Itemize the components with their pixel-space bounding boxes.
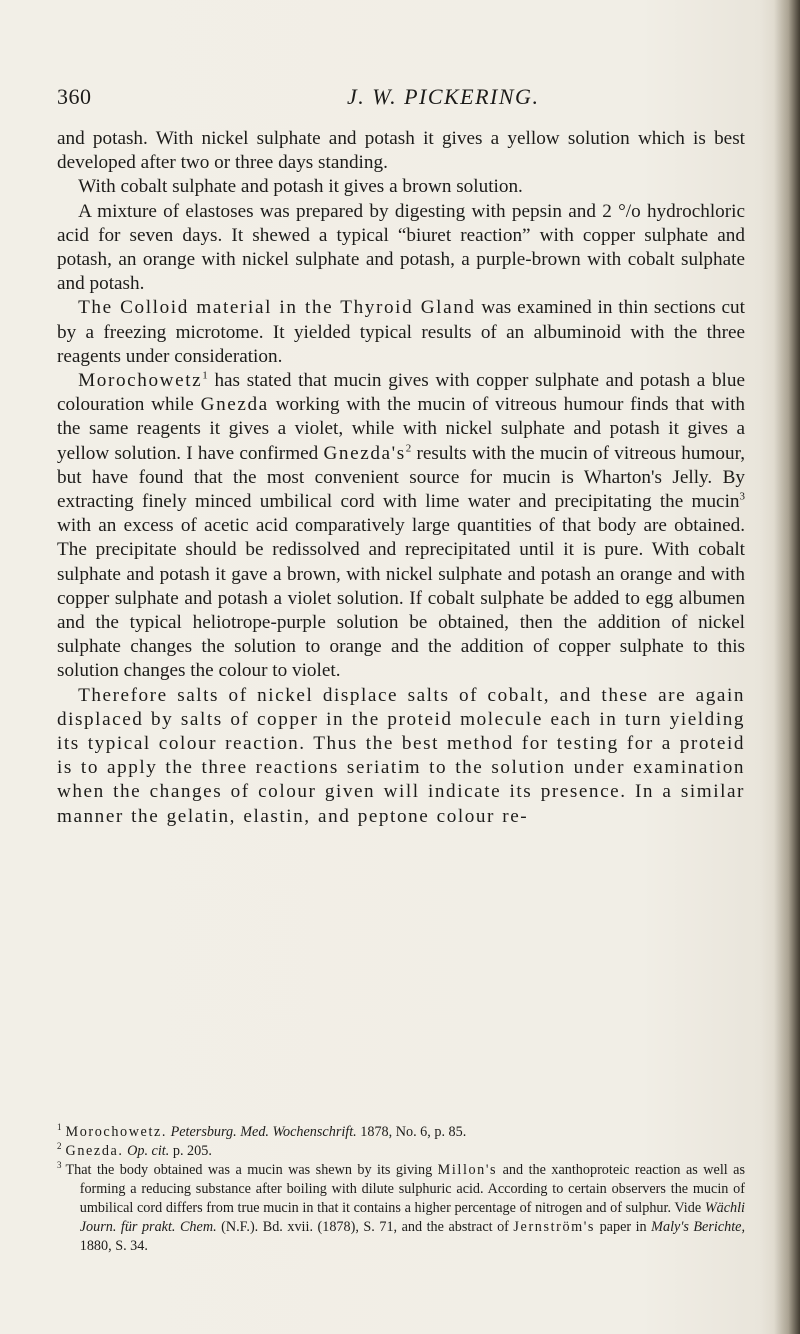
footnote-ref-1: 1 — [202, 369, 208, 382]
footnote-1-ref: 1878, No. 6, p. 85. — [360, 1124, 467, 1140]
footnote-2-cit: Op. cit. — [127, 1143, 170, 1159]
body-text — [57, 127, 745, 829]
footnote-1-author: Morochowetz. — [65, 1124, 168, 1140]
author-gnezda-possessive: Gnezda's — [323, 442, 406, 464]
author-gnezda: Gnezda — [200, 394, 269, 416]
paragraph-5-text-c: results with the mucin of vitreous humour, but have found that the most convenient source for mucin is Wharton's Jelly. By extracting finely minced umbilical cord with lime water and precipitating the mucin — [57, 442, 746, 513]
footnote-ref-2: 2 — [405, 442, 412, 455]
colloid-heading: The Colloid material in the Thyroid Gland — [78, 297, 476, 319]
footnote-2 — [57, 1142, 745, 1161]
paragraph-5-text-b: working with the mucin of vitreous humour finds that with the same reagents it gives a violet, while with nickel sulphate and potash it gives a yellow solution. I have confirmed — [57, 394, 745, 464]
footnote-3 — [57, 1161, 745, 1256]
paragraph-3: A mixture of elastoses was prepared by digesting with pepsin and 2 °/o hydrochloric acid for seven days. It shewed a typical “biuret reaction” with copper sulphate and potash, an orange with nickel sulphate and potash, a purple-brown with cobalt sulphate and potash. — [57, 200, 745, 295]
page-edge-shadow — [774, 0, 800, 1334]
footnote-1-journal: Petersburg. Med. Wochenschrift. — [170, 1124, 357, 1140]
footnotes — [57, 1123, 745, 1256]
footnote-3-text-b: and the xanthoproteic reaction as well as forming a reducing substance after boiling with dilute sulphuric acid. According to certain observers the mucin of umbilical cord differs from true mucin in that it contains a higher percentage of nitrogen and of sulphur. Vide — [79, 1162, 745, 1216]
page-number: 360 — [57, 84, 92, 109]
footnote-ref-3: 3 — [739, 490, 745, 503]
footnote-3-text-d: paper in — [595, 1219, 652, 1235]
footnote-3-jernstrom: Jernström's — [513, 1219, 596, 1235]
footnote-1-mark: 1 — [57, 1122, 62, 1133]
paragraph-2: With cobalt sulphate and potash it gives a brown solution. — [78, 176, 523, 198]
footnote-3-millon: Millon's — [437, 1162, 498, 1178]
footnote-3-text-e: 1880, S. 34. — [79, 1238, 148, 1254]
paragraph-5-text-d: with an excess of acetic acid comparatively large quantities of that body are obtained. The precipitate should be redissolved and reprecipitated until it is pure. With cobalt sulphate and potash it gave a brown, with nickel sulphate and potash an orange and with copper sulphate and potash a violet solution. If cobalt sulphate be added to egg albumen and the typical heliotrope-purple solution be obtained, then the addition of nickel sulphate changes the solution to orange and the addition of copper sulphate to this solution changes the colour to violet. — [57, 515, 745, 682]
paragraph-1: and potash. With nickel sulphate and potash it gives a yellow solution which is best developed after two or three days standing. — [57, 128, 745, 174]
footnote-2-mark: 2 — [57, 1141, 62, 1152]
running-head: J. W. PICKERING. — [347, 84, 540, 109]
page-header — [57, 84, 745, 120]
footnote-3-journal: Wächli Journ. für prakt. Chem. — [79, 1200, 745, 1235]
paragraph-5-text-a: has stated that mucin gives with copper sulphate and potash a blue colouration while — [57, 370, 745, 416]
paragraph-4-text: was examined in thin sections cut by a freezing microtome. It yielded typical results of an albuminoid with the three reagents under consideration. — [57, 297, 745, 367]
footnote-2-author: Gnezda. — [65, 1143, 124, 1159]
paragraph-4 — [57, 296, 745, 369]
paragraph-5 — [57, 369, 745, 684]
footnote-3-text-c: (N.F.). Bd. xvii. (1878), S. 71, and the abstract of — [216, 1219, 514, 1235]
footnote-2-ref: p. 205. — [172, 1143, 212, 1159]
footnote-3-text-a: That the body obtained was a mucin was shewn by its giving — [65, 1162, 438, 1178]
author-morochowetz: Morochowetz — [78, 370, 203, 392]
footnote-3-mark: 3 — [57, 1160, 62, 1171]
footnote-3-maly: Maly's Berichte, — [651, 1219, 745, 1235]
footnote-1 — [57, 1123, 745, 1142]
paragraph-6: Therefore salts of nickel displace salts of cobalt, and these are again displaced by salts of copper in the proteid molecule each in turn yielding its typical colour reaction. Thus the best method for testing for a proteid is to apply the three reactions seriatim to the solution under examination when the changes of colour given will indicate its presence. In a similar manner the gelatin, elastin, and peptone colour re- — [57, 684, 745, 827]
